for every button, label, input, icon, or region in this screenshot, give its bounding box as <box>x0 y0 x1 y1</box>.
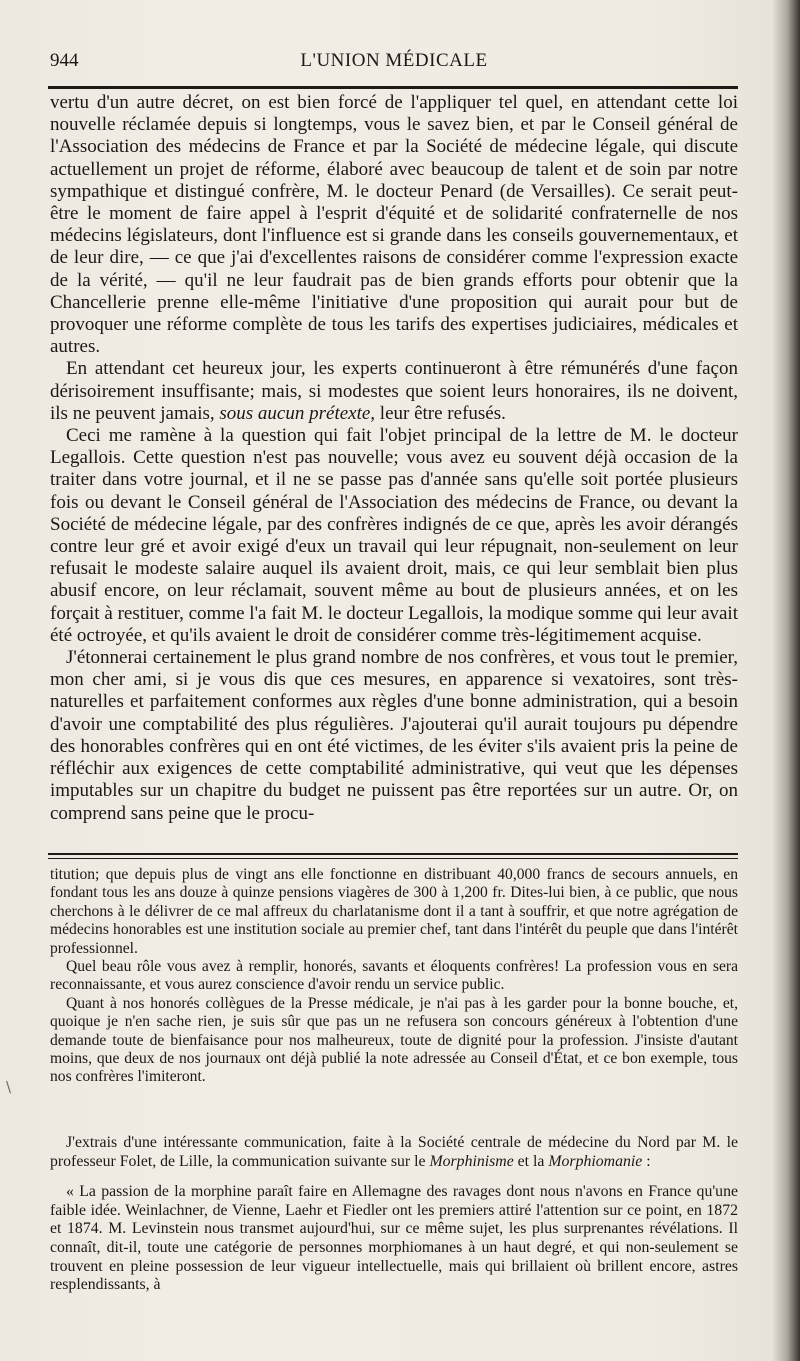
paragraph-1: vertu d'un autre décret, on est bien forcé de l'appliquer tel quel, en attendant cette loi nouvelle réclamée depuis si longtemps, vous le savez bien, et par le Conseil général de l'Association des médecins de France et par la Société de médecine légale, qui discute actuellement un projet de réforme, élaboré avec beaucoup de talent et de soin par notre sympathique et distingué confrère, M. le docteur Penard (de Versailles). Ce serait peut-être le moment de faire appel à l'esprit d'équité et de solidarité confraternelle de nos médecins législateurs, dont l'influence est si grande dans les conseils gouvernementaux, et de leur dire, — ce que j'ai d'excellentes raisons de considérer comme l'expression exacte de la vérité, — qu'il ne leur faudrait pas de bien grands efforts pour obtenir que la Chancellerie prenne elle-même l'initiative d'une proposition qui aurait pour but de provoquer une réforme complète de tous les tarifs des expertises judiciaires, médicales et autres. <box>50 92 738 358</box>
intro-middle: et la <box>513 1152 549 1170</box>
paragraph-2-italic: sous aucun prétexte, <box>219 402 376 424</box>
binding-shadow <box>772 0 800 1361</box>
header-rule <box>48 86 738 89</box>
main-article-text <box>50 92 738 825</box>
section-rule-bottom <box>48 858 738 859</box>
intro-italic-morphinisme: Morphinisme <box>429 1152 514 1170</box>
continued-letter-text <box>50 866 738 1087</box>
page-number: 944 <box>50 50 79 71</box>
letter-paragraph-2: Quel beau rôle vous avez à remplir, honorés, savants et éloquents confrères! La profession vous en sera reconnaissante, et vous aurez conscience d'avoir rendu un service public. <box>50 958 738 994</box>
margin-mark: \ <box>6 1078 12 1096</box>
morphinism-quote: « La passion de la morphine paraît faire en Allemagne des ravages dont nous n'avons en France qu'une faible idée. Weinlachner, de Vienne, Laehr et Fiedler ont les premiers attiré l'attention sur ce point, en 1872 et 1874. M. Levinstein nous transmet aujourd'hui, sur ce même sujet, les plus surprenantes révélations. Il connaît, dit-il, toute une catégorie de personnes morphiomanes à un haut degré, et qui non-seulement se trouvent en pleine possession de leur vigueur intellectuelle, mais qui brillaient où brillent encore, astres resplendissants, à <box>50 1183 738 1294</box>
paragraph-3: Ceci me ramène à la question qui fait l'objet principal de la lettre de M. le docteur Legallois. Cette question n'est pas nouvelle; vous avez eu souvent déjà occasion de la traiter dans votre journal, et il ne se passe pas d'année sans qu'elle soit portée plusieurs fois ou devant le Conseil général de l'Association des médecins de France, ou devant la Société de médecine légale, par des confrères indignés de ce que, après les avoir dérangés contre leur gré et avoir exigé d'eux un travail qui leur répugnait, non-seulement on leur refusait le modeste salaire auquel ils avaient droit, mais, ce qui leur semblait bien plus abusif encore, on leur réclamait, souvent même au bout de plusieurs années, et on les forçait à restituer, comme l'a fait M. le docteur Legallois, la modique somme qui leur avait été octroyée, et qu'ils avaient le droit de considérer comme très-légitimement acquise. <box>50 425 738 646</box>
running-head <box>50 50 738 76</box>
section-rule-top <box>48 853 738 855</box>
paragraph-2-start: En attendant cet heureux jour, les experts continueront à être rémunérés d'une façon dérisoirement insuffisante; mais, si modestes que soient leurs honoraires, ils ne doivent, ils ne peuvent jamais, <box>50 358 738 424</box>
intro-italic-morphiomanie: Morphiomanie <box>548 1152 643 1170</box>
letter-paragraph-1: titution; que depuis plus de vingt ans elle fonctionne en distribuant 40,000 francs de secours annuels, en fondant tous les ans douze à quinze pensions viagères de 300 à 1,200 fr. Dites-lui bien, à ce public, que nous cherchons à le délivrer de ce mal affreux du charlatanisme dont il a tant à souffrir, et que notre agrégation de médecins honorables est une institution sociale au premier chef, tant dans l'intérêt du peuple que dans l'intérêt professionnel. <box>50 866 738 957</box>
paragraph-4: J'étonnerai certainement le plus grand nombre de nos confrères, et vous tout le premier, mon cher ami, si je vous dis que ces mesures, en apparence si vexatoires, sont très-naturelles et parfaitement conformes aux règles d'une bonne administration, qui a besoin d'avoir une comptabilité des plus régulières. J'ajouterai qu'il aurait toujours pu dépendre des honorables confrères qui en ont été victimes, de les éviter s'ils avaient pris la peine de réfléchir aux exigences de cette comptabilité administrative, qui veut que les dépenses imputables sur un chapitre du budget ne puissent pas être reportées sur un autre. Or, on comprend sans peine que le procu- <box>50 647 738 824</box>
intro-end: : <box>642 1152 651 1170</box>
paragraph-2 <box>50 358 738 425</box>
morphinism-intro <box>50 1134 738 1171</box>
letter-paragraph-3: Quant à nos honorés collègues de la Presse médicale, je n'ai pas à les garder pour la bonne bouche, et, quoique je n'en sache rien, je suis sûr que pas un ne refusera son concours généreux à l'obtention d'une demande toute de bienfaisance pour nos malheureux, toute de dignité pour la profession. J'insiste d'autant moins, que deux de nos journaux ont déjà publié la note adressée au Conseil d'État, et ce bon exemple, tous nos confrères l'imiteront. <box>50 994 738 1086</box>
paragraph-2-end: leur être refusés. <box>375 402 506 424</box>
intro-start: J'extrais d'une intéressante communication, faite à la Société centrale de médecine du Nord par M. le professeur Folet, de Lille, la communication suivante sur le <box>50 1134 738 1170</box>
journal-title: L'UNION MÉDICALE <box>300 50 488 71</box>
morphinism-section <box>50 1134 738 1295</box>
